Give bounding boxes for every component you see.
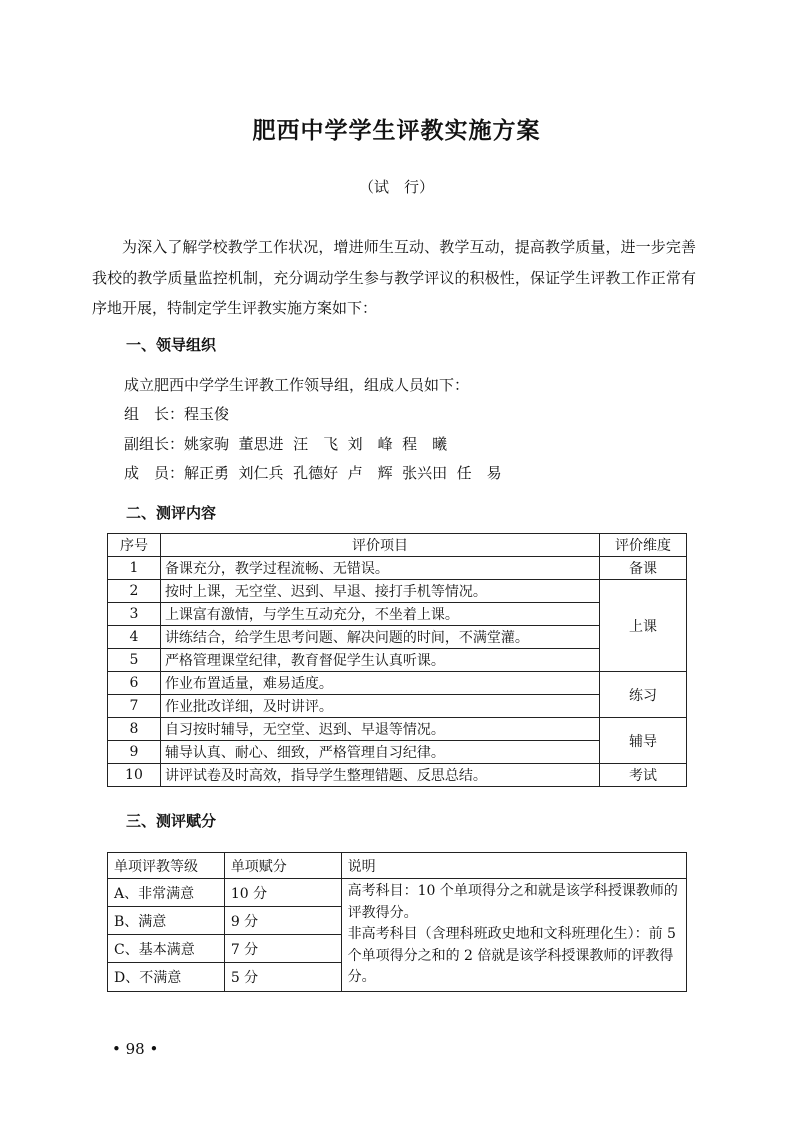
table-row [108,879,687,907]
page-number: • 98 • [112,1040,159,1058]
table-header-row [108,534,687,557]
evaluation-item: 作业批改详细，及时讲评。 [160,695,599,718]
table-row [108,764,687,787]
explanation-note: 高考科目：10 个单项得分之和就是该学科授课教师的评教得分。 [347,883,678,921]
table-header-row [108,853,687,879]
section-heading-content: 二、测评内容 [126,504,217,522]
column-header: 评价维度 [600,534,687,557]
row-number: 1 [108,557,161,580]
evaluation-item: 讲评试卷及时高效，指导学生整理错题、反思总结。 [160,764,599,787]
evaluation-item: 按时上课，无空堂、迟到、早退、接打手机等情况。 [160,580,599,603]
evaluation-item: 讲练结合，给学生思考问题、解决问题的时间，不满堂灌。 [160,626,599,649]
explanation-note: 非高考科目（含理科班政史地和文科班理化生）：前 5 个单项得分之和的 2 倍就是该学科授课教师的评教得分。 [347,926,676,985]
evaluation-item: 自习按时辅导，无空堂、迟到、早退等情况。 [160,718,599,741]
subtitle: （试 行） [358,178,434,196]
column-header: 单项评教等级 [108,853,225,879]
column-header: 说明 [341,853,686,879]
table-row [108,672,687,695]
evaluation-item: 辅导认真、耐心、细致，严格管理自习纪律。 [160,741,599,764]
rating-level: A、非常满意 [108,879,225,907]
row-number: 10 [108,764,161,787]
intro-paragraph: 为深入了解学校教学工作状况，增进师生互动、教学互动，提高教学质量，进一步完善我校的教学质量监控机制，充分调动学生参与教学评议的积极性，保证学生评教工作正常有序地开展，特制定学生评教实施方案如下： [92,238,696,317]
evaluation-dimension: 备课 [600,557,687,580]
table-row [108,580,687,603]
rating-score: 7 分 [224,935,341,963]
evaluation-dimension: 上课 [600,580,687,672]
section-heading-scoring: 三、测评赋分 [126,812,217,830]
table-row [108,718,687,741]
rating-level: D、不满意 [108,963,225,991]
scoring-explanation [341,879,686,992]
row-number: 4 [108,626,161,649]
rating-score: 5 分 [224,963,341,991]
leadership-line: 副组长：姚家驹 董思进 汪 飞 刘 峰 程 曦 [124,435,448,453]
evaluation-item: 严格管理课堂纪律，教育督促学生认真听课。 [160,649,599,672]
section-heading-leadership: 一、领导组织 [126,336,217,354]
evaluation-table [107,533,687,787]
rating-level: B、满意 [108,907,225,935]
evaluation-dimension: 练习 [600,672,687,718]
leadership-line: 组 长：程玉俊 [124,405,230,423]
row-number: 8 [108,718,161,741]
evaluation-dimension: 考试 [600,764,687,787]
rating-score: 9 分 [224,907,341,935]
evaluation-dimension: 辅导 [600,718,687,764]
row-number: 6 [108,672,161,695]
table-row [108,557,687,580]
row-number: 7 [108,695,161,718]
leadership-line: 成 员：解正勇 刘仁兵 孔德好 卢 辉 张兴田 任 易 [124,464,502,482]
row-number: 5 [108,649,161,672]
page-title: 肥西中学学生评教实施方案 [252,118,541,144]
leadership-line: 成立肥西中学学生评教工作领导组，组成人员如下： [124,376,470,394]
row-number: 3 [108,603,161,626]
scoring-table [107,852,687,992]
evaluation-item: 上课富有激情，与学生互动充分，不坐着上课。 [160,603,599,626]
row-number: 2 [108,580,161,603]
column-header: 序号 [108,534,161,557]
evaluation-item: 作业布置适量，难易适度。 [160,672,599,695]
rating-level: C、基本满意 [108,935,225,963]
column-header: 评价项目 [160,534,599,557]
evaluation-item: 备课充分，教学过程流畅、无错误。 [160,557,599,580]
row-number: 9 [108,741,161,764]
rating-score: 10 分 [224,879,341,907]
column-header: 单项赋分 [224,853,341,879]
